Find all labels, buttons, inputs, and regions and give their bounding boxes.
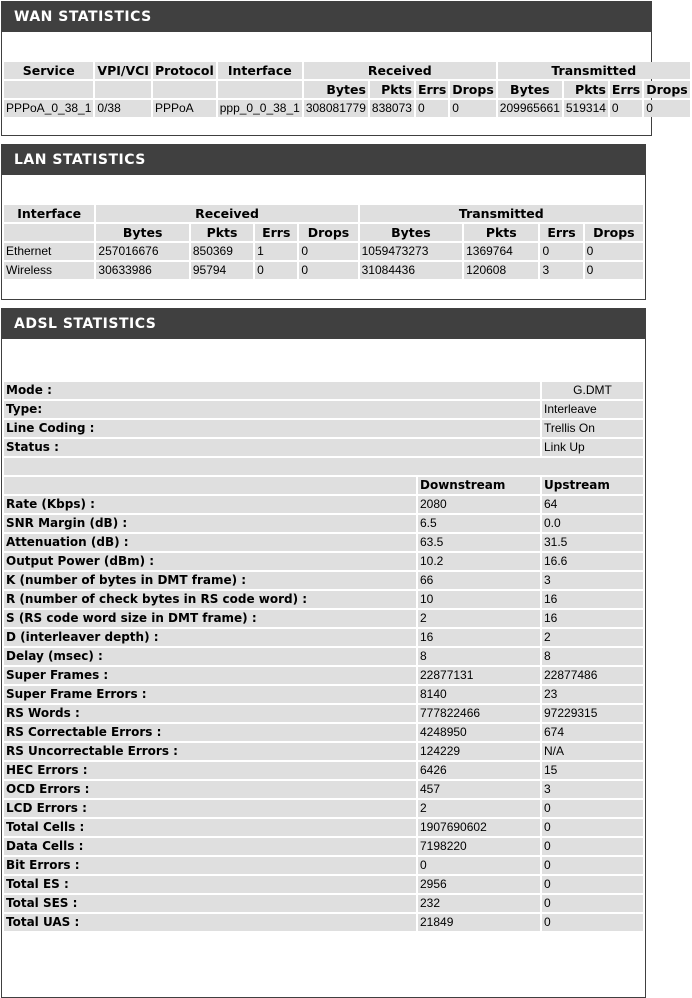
table-row: S (RS code word size in DMT frame) : 2 16 bbox=[4, 610, 643, 627]
col-tx-pkts: Pkts bbox=[564, 81, 608, 98]
wan-statistics-panel bbox=[1, 1, 688, 136]
table-row: LCD Errors : 2 0 bbox=[4, 800, 643, 817]
table-row: RS Correctable Errors : 4248950 674 bbox=[4, 724, 643, 741]
col-tx-pkts: Pkts bbox=[464, 224, 538, 241]
col-interface: Interface bbox=[4, 205, 94, 222]
table-row: Delay (msec) : 8 8 bbox=[4, 648, 643, 665]
col-interface: Interface bbox=[218, 62, 302, 79]
table-row: D (interleaver depth) : 16 2 bbox=[4, 629, 643, 646]
table-row: Total SES : 232 0 bbox=[4, 895, 643, 912]
table-row: HEC Errors : 6426 15 bbox=[4, 762, 643, 779]
lan-statistics-panel bbox=[1, 144, 646, 300]
adsl-statistics-panel bbox=[1, 308, 646, 998]
mode-row: Mode : G.DMT bbox=[4, 382, 643, 399]
col-vpi-vci: VPI/VCI bbox=[97, 63, 149, 78]
table-row: R (number of check bytes in RS code word) : 10 16 bbox=[4, 591, 643, 608]
lan-statistics-title: LAN STATISTICS bbox=[2, 145, 645, 175]
col-rx-bytes: Bytes bbox=[304, 81, 368, 98]
table-row: Data Cells : 7198220 0 bbox=[4, 838, 643, 855]
col-tx-drops: Drops bbox=[585, 224, 643, 241]
col-tx-errs: Errs bbox=[540, 224, 582, 241]
table-row: Total ES : 2956 0 bbox=[4, 876, 643, 893]
table-row: RS Words : 777822466 97229315 bbox=[4, 705, 643, 722]
table-row: Attenuation (dB) : 63.5 31.5 bbox=[4, 534, 643, 551]
table-row: Total Cells : 1907690602 0 bbox=[4, 819, 643, 836]
col-service: Service bbox=[4, 62, 93, 79]
col-protocol: Protocol bbox=[154, 63, 214, 78]
table-row: Rate (Kbps) : 2080 64 bbox=[4, 496, 643, 513]
type-row: Type: Interleave bbox=[4, 401, 643, 418]
col-rx-errs: Errs bbox=[417, 82, 447, 97]
table-row: Super Frames : 22877131 22877486 bbox=[4, 667, 643, 684]
lan-table bbox=[2, 203, 645, 281]
col-tx-bytes: Bytes bbox=[498, 81, 562, 98]
table-row: Bit Errors : 0 0 bbox=[4, 857, 643, 874]
table-row: RS Uncorrectable Errors : 124229 N/A bbox=[4, 743, 643, 760]
col-transmitted: Transmitted bbox=[498, 62, 690, 79]
col-upstream: Upstream bbox=[542, 477, 643, 494]
col-tx-drops: Drops bbox=[646, 82, 688, 97]
line-coding-row: Line Coding : Trellis On bbox=[4, 420, 643, 437]
table-row: OCD Errors : 457 3 bbox=[4, 781, 643, 798]
col-received: Received bbox=[96, 205, 357, 222]
col-rx-bytes: Bytes bbox=[96, 224, 188, 241]
table-row: PPPoA_0_38_1 0/38 PPPoA ppp_0_0_38_1 308081779 838073 0 0 209965661 519314 0 0 bbox=[4, 100, 690, 117]
table-row: Ethernet 257016676 850369 1 0 1059473273 1369764 0 0 bbox=[4, 243, 643, 260]
table-row: Wireless 30633986 95794 0 0 31084436 120608 3 0 bbox=[4, 262, 643, 279]
adsl-stats-table bbox=[2, 494, 645, 933]
wan-table bbox=[2, 60, 692, 119]
col-tx-errs: Errs bbox=[611, 82, 641, 97]
col-rx-errs: Errs bbox=[255, 224, 297, 241]
col-received: Received bbox=[304, 62, 496, 79]
status-row: Status : Link Up bbox=[4, 439, 643, 456]
direction-header-row bbox=[4, 477, 643, 494]
table-row: SNR Margin (dB) : 6.5 0.0 bbox=[4, 515, 643, 532]
adsl-statistics-title: ADSL STATISTICS bbox=[2, 309, 645, 339]
adsl-table bbox=[2, 380, 645, 496]
table-row: Super Frame Errors : 8140 23 bbox=[4, 686, 643, 703]
col-downstream: Downstream bbox=[418, 477, 540, 494]
col-transmitted: Transmitted bbox=[360, 205, 643, 222]
table-row: Total UAS : 21849 0 bbox=[4, 914, 643, 931]
table-row: K (number of bytes in DMT frame) : 66 3 bbox=[4, 572, 643, 589]
col-rx-drops: Drops bbox=[452, 82, 494, 97]
col-tx-bytes: Bytes bbox=[360, 224, 462, 241]
wan-statistics-title: WAN STATISTICS bbox=[2, 2, 651, 32]
col-rx-pkts: Pkts bbox=[370, 81, 414, 98]
col-rx-pkts: Pkts bbox=[191, 224, 253, 241]
col-rx-drops: Drops bbox=[299, 224, 357, 241]
table-row: Output Power (dBm) : 10.2 16.6 bbox=[4, 553, 643, 570]
